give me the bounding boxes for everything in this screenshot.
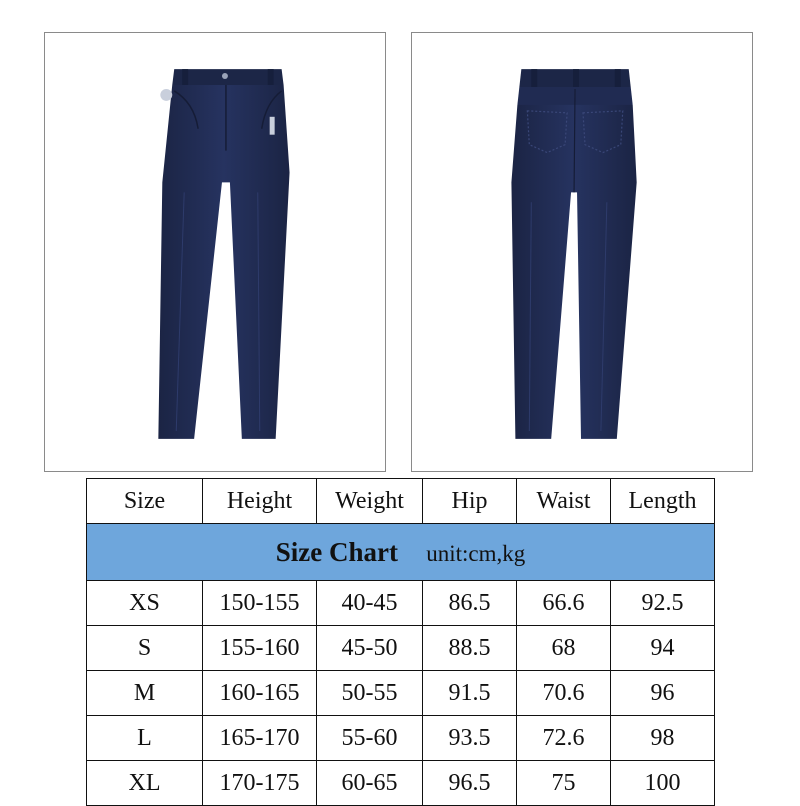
column-header-length: Length (611, 479, 715, 524)
cell-hip: 86.5 (423, 581, 517, 626)
size-chart-title-cell (87, 524, 715, 581)
table-row (87, 671, 715, 716)
cell-size: L (87, 716, 203, 761)
size-chart-table (86, 478, 715, 806)
table-row (87, 761, 715, 806)
size-chart-unit: unit:cm,kg (426, 540, 526, 566)
column-header-row (87, 479, 715, 524)
size-chart-title: Size Chart (275, 536, 398, 567)
button-icon (222, 73, 228, 79)
cell-waist: 72.6 (517, 716, 611, 761)
cell-hip: 91.5 (423, 671, 517, 716)
back-pants-illustration (412, 33, 752, 471)
cell-height: 150-155 (203, 581, 317, 626)
cell-length: 98 (611, 716, 715, 761)
column-header-size: Size (87, 479, 203, 524)
table-row (87, 716, 715, 761)
cell-size: M (87, 671, 203, 716)
cell-length: 100 (611, 761, 715, 806)
size-chart-header (87, 524, 715, 581)
cell-length: 96 (611, 671, 715, 716)
cell-height: 155-160 (203, 626, 317, 671)
cell-size: XL (87, 761, 203, 806)
cell-height: 165-170 (203, 716, 317, 761)
table-row (87, 581, 715, 626)
cell-length: 92.5 (611, 581, 715, 626)
cell-hip: 93.5 (423, 716, 517, 761)
column-header-waist: Waist (517, 479, 611, 524)
cell-weight: 45-50 (317, 626, 423, 671)
cell-size: XS (87, 581, 203, 626)
front-pants-illustration (45, 33, 385, 471)
cell-height: 170-175 (203, 761, 317, 806)
cell-weight: 60-65 (317, 761, 423, 806)
front-view-photo (44, 32, 386, 472)
logo-badge-icon (160, 89, 172, 101)
cell-height: 160-165 (203, 671, 317, 716)
cell-weight: 50-55 (317, 671, 423, 716)
column-header-weight: Weight (317, 479, 423, 524)
table-row (87, 626, 715, 671)
cell-waist: 68 (517, 626, 611, 671)
column-header-hip: Hip (423, 479, 517, 524)
cell-weight: 55-60 (317, 716, 423, 761)
cell-waist: 66.6 (517, 581, 611, 626)
cell-weight: 40-45 (317, 581, 423, 626)
cell-hip: 96.5 (423, 761, 517, 806)
cell-waist: 75 (517, 761, 611, 806)
column-header-height: Height (203, 479, 317, 524)
cell-length: 94 (611, 626, 715, 671)
cell-waist: 70.6 (517, 671, 611, 716)
cell-size: S (87, 626, 203, 671)
back-view-photo (411, 32, 753, 472)
cell-hip: 88.5 (423, 626, 517, 671)
